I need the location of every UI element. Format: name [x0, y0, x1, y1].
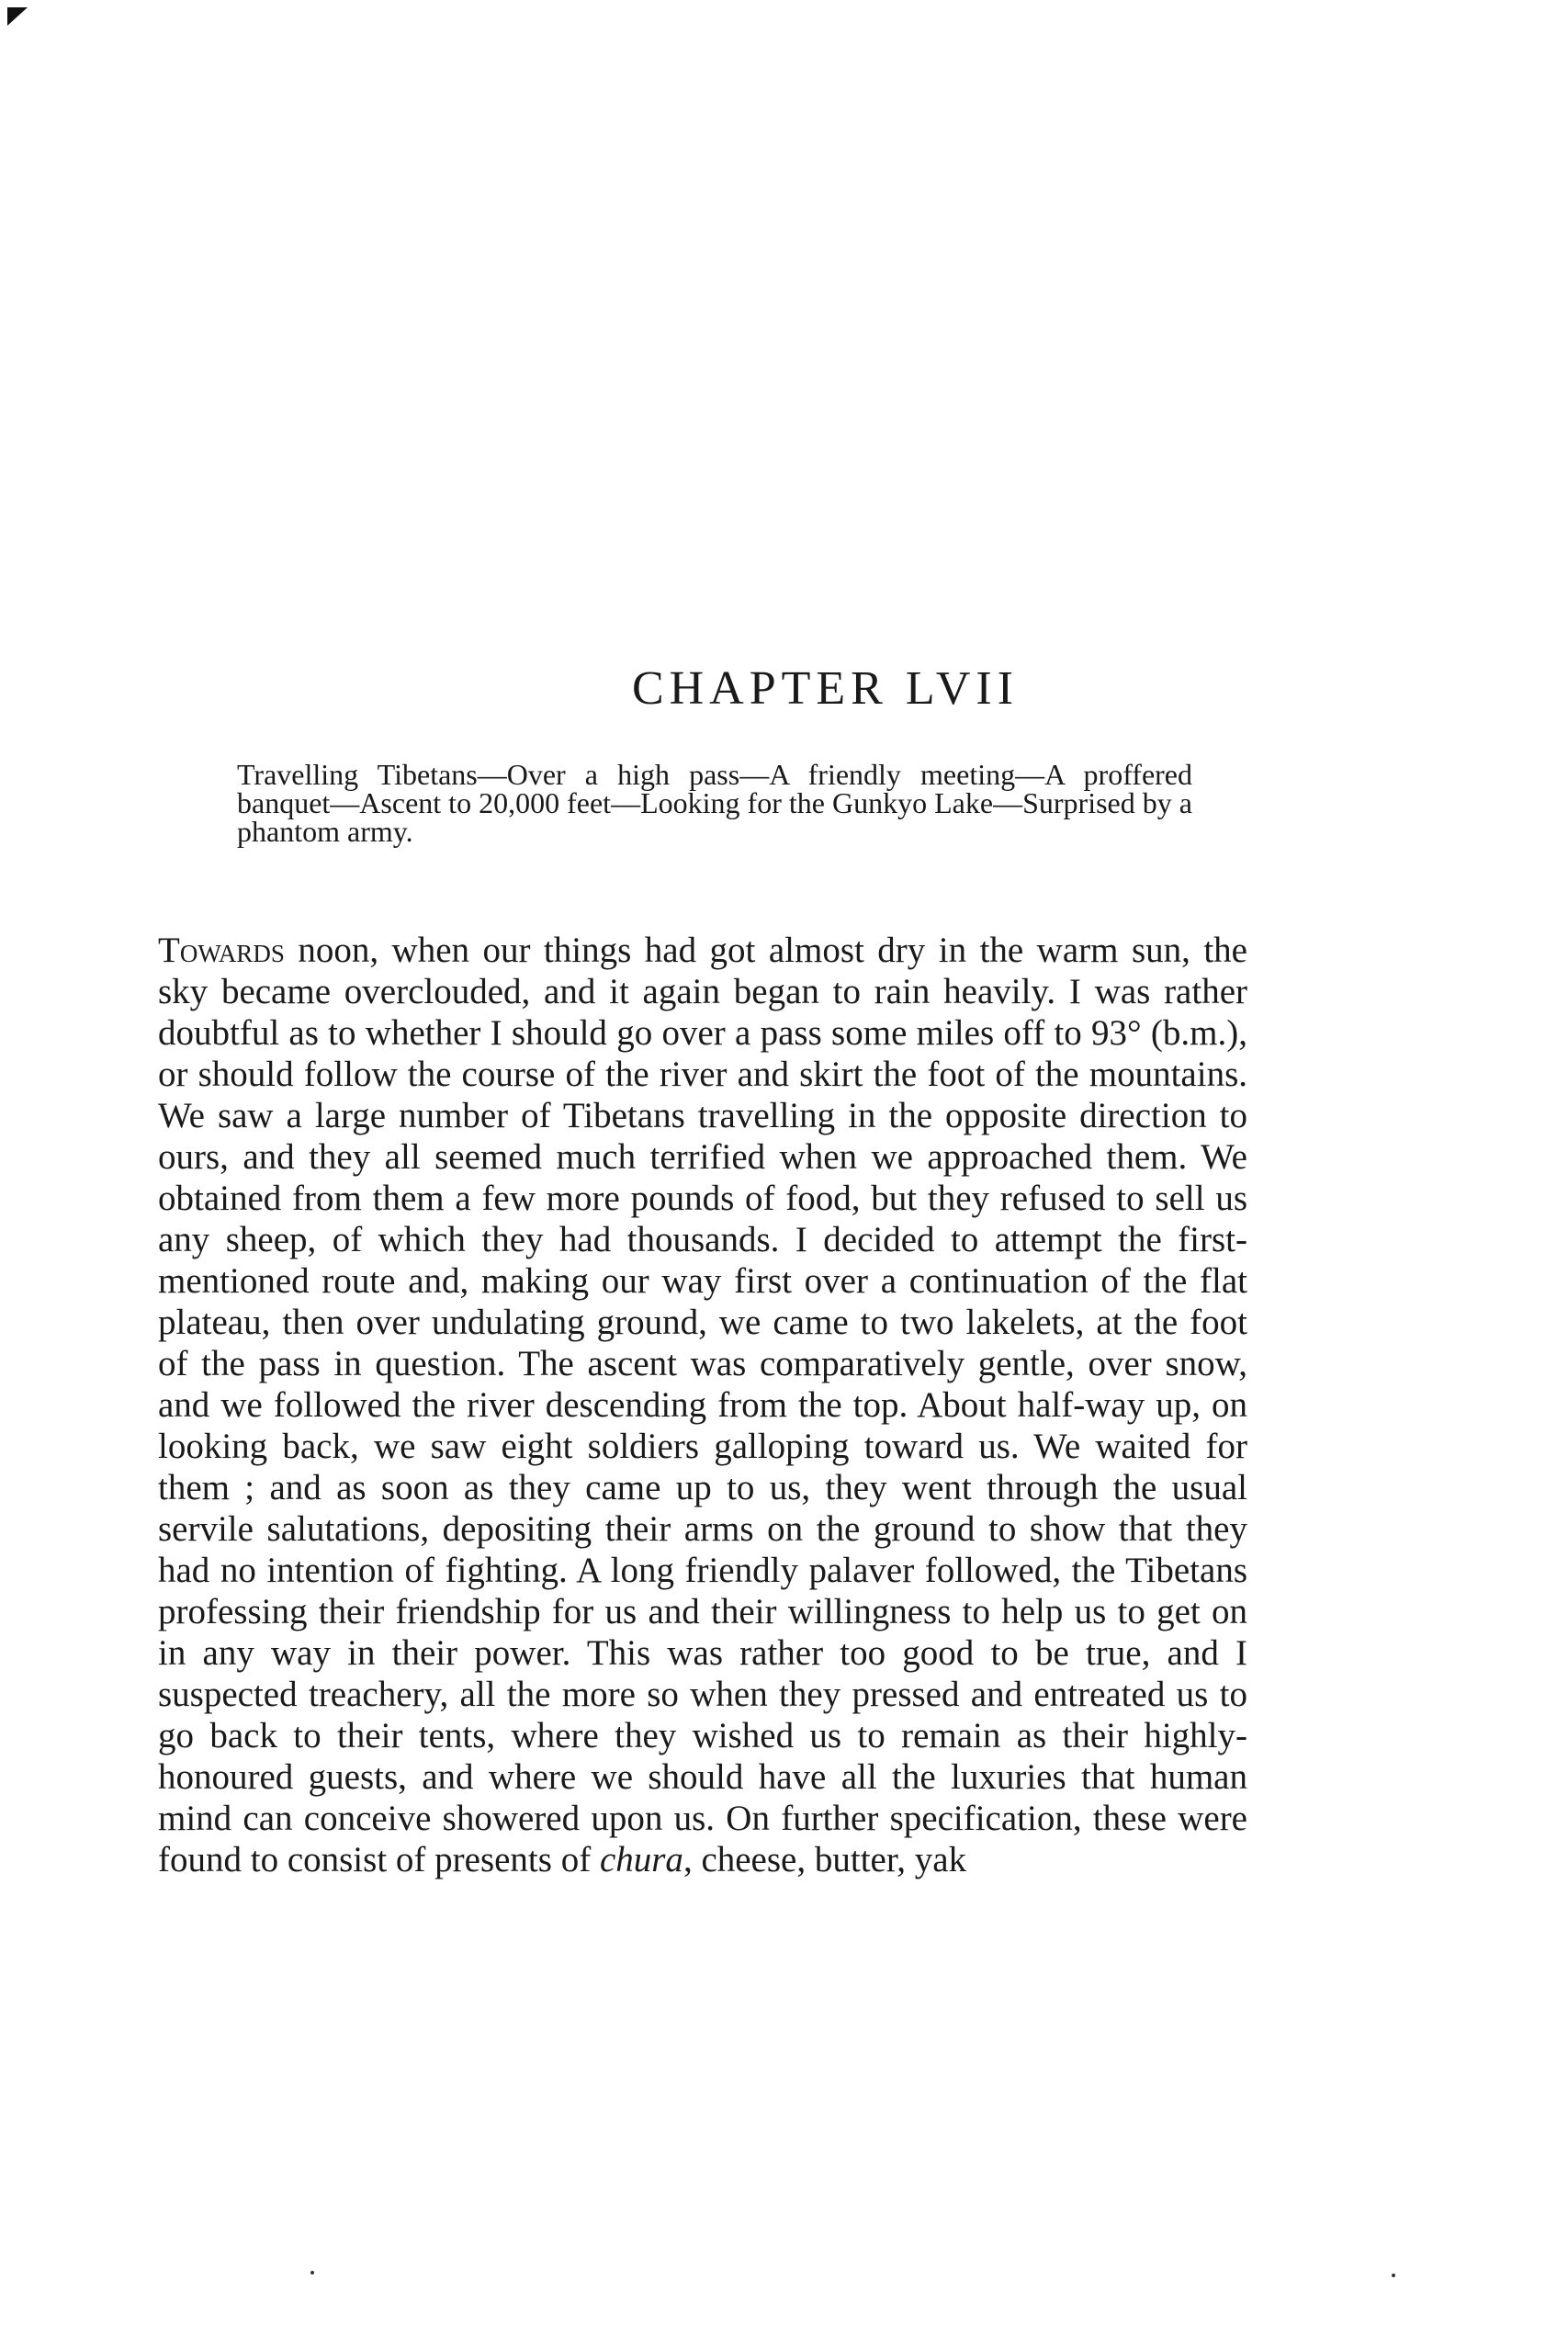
italic-term: chura: [599, 1840, 683, 1879]
lead-word: Towards: [158, 931, 285, 970]
body-text-end: , cheese, butter, yak: [682, 1840, 967, 1879]
chapter-title: CHAPTER LVII: [631, 662, 1020, 715]
body-text-main: noon, when our things had got almost dry in the warm sun, the sky became overclouded, and it again began to rain heavily. I was rather doubtful as to whether I should go over a pass some miles off to 93° (b.m.), or should follow the course of the river and skirt the foot of the mountains. We saw a large number of Tibetans travelling in the opposite direction to ours, and they all seemed much terrified when we approached them. We obtained from them a few more pounds of food, but they refused to sell us any sheep, of which they had thousands. I decided to attempt the first-mentioned route and, making our way first over a continuation of the flat plateau, then over undulating ground, we came to two lakelets, at the foot of the pass in question. The ascent was comparatively gentle, over snow, and we followed the river descending from the top. About half-way up, on looking back, we saw eight soldiers galloping toward us. We waited for them ; and as soon as they came up to us, they went through the usual servile salutations, depositing their arms on the ground to show that they had no intention of fighting. A long friendly palaver followed, the Tibetans professing their friendship for us and their willingness to help us to get on in any way in their power. This was rather too good to be true, and I suspected treachery, all the more so when they pressed and entreated us to go back to their tents, where they wished us to remain as their highly-honoured guests, and where we should have all the luxuries that human mind can conceive showered upon us. On further specification, these were found to consist of presents of: [158, 931, 1247, 1879]
page-corner-mark: [7, 7, 28, 26]
chapter-synopsis: Travelling Tibetans—Over a high pass—A friendly meeting—A proffered banquet—Ascent to 20,000 feet—Looking for the Gunkyo Lake—Surprised by a phantom army.: [237, 758, 1192, 848]
body-paragraph: [158, 930, 1247, 1880]
print-speck: [310, 2271, 314, 2274]
print-speck: [1392, 2274, 1395, 2277]
